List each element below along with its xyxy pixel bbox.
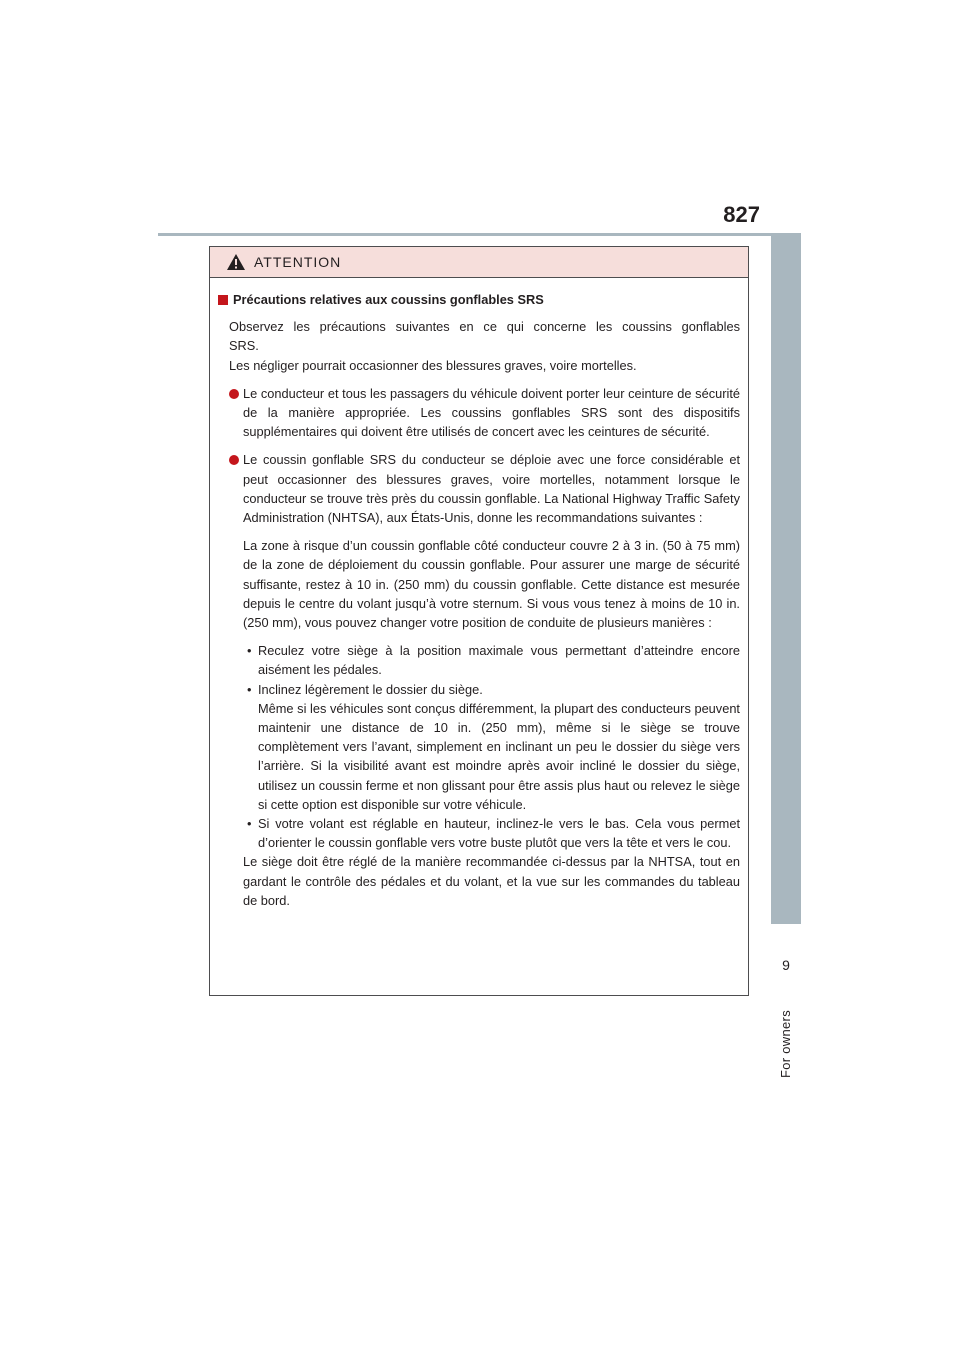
closing-text: Le siège doit être réglé de la manière recommandée ci-dessus par la NHTSA, tout en gardant le contrôle des pédales et du volant, et la vue sur les commandes du tableau de bord. [243, 854, 740, 908]
closing-paragraph [243, 852, 740, 910]
section-heading [218, 290, 740, 309]
recommendation-item [243, 641, 740, 679]
precaution-text-seatbelt: Le conducteur et tous les passagers du véhicule doivent porter leur ceinture de sécurité de la manière appropriée. Les coussins gonflables SRS sont des dispositifs supplémentaires qui doivent être utilisés de concert avec les ceintures de sécurité. [243, 385, 740, 440]
recommendation-list [243, 641, 740, 852]
recommendation-text: Si votre volant est réglable en hauteur, inclinez-le vers le bas. Cela vous permet d’orienter le coussin gonflable vers votre buste plutôt que vers la tête et vers le cou. [258, 816, 740, 851]
intro-line-1: Observez les précautions suivantes en ce qui concerne les coussins gonflables [229, 319, 740, 335]
chapter-tab-number: 9 [782, 957, 790, 973]
risk-zone-paragraph [243, 536, 740, 632]
warning-triangle-icon [226, 253, 246, 271]
caution-body [210, 278, 748, 910]
section-title: Précautions relatives aux coussins gonflables SRS [233, 292, 544, 307]
chapter-tab [771, 236, 801, 924]
page-number: 827 [723, 202, 760, 227]
intro-line-3: Les négliger pourrait occasionner des blessures graves, voire mortelles. [229, 357, 637, 373]
intro-text [229, 317, 740, 375]
bullet-mark: • [247, 816, 252, 832]
round-bullet-icon [229, 455, 239, 465]
bullet-mark: • [247, 643, 252, 659]
square-bullet-icon [218, 295, 228, 305]
header-rule [158, 233, 801, 236]
recommendation-item [243, 814, 740, 852]
chapter-tab-label: For owners [778, 1010, 793, 1079]
caution-title: ATTENTION [254, 254, 342, 270]
intro-line-2: SRS. [229, 338, 259, 354]
recommendation-title: Inclinez légèrement le dossier du siège. [258, 681, 483, 697]
precaution-item-driver-airbag [218, 450, 740, 527]
precaution-item-seatbelt [218, 384, 740, 442]
risk-zone-text: La zone à risque d’un coussin gonflable côté conducteur couvre 2 à 3 in. (50 à 75 mm) de la zone de déploiement du coussin gonflable. Pour assurer une marge de sécurité suffisante, restez à 10 in. (250 mm) du coussin gonflable. Cette distance est mesurée depuis le centre du volant jusqu’à votre sternum. Si vous vous tenez à moins de 10 in. (250 mm), vous pouvez changer votre position de conduite de plusieurs manières : [243, 538, 740, 631]
recommendation-item [243, 680, 740, 814]
caution-header [210, 247, 748, 278]
caution-box [209, 246, 749, 996]
bullet-mark: • [247, 681, 252, 697]
round-bullet-icon [229, 389, 239, 399]
precaution-text-driver-airbag: Le coussin gonflable SRS du conducteur se déploie avec une force considérable et peut occasionner des blessures graves, voire mortelles, notamment lorsque le conducteur se trouve très près du coussin gonflable. La National Highway Traffic Safety Administration (NHTSA), aux États-Unis, donne les recommandations suivantes : [243, 452, 740, 526]
recommendation-text: Reculez votre siège à la position maximale vous permettant d’atteindre encore aisément les pédales. [258, 643, 740, 678]
recommendation-text: Même si les véhicules sont conçus différemment, la plupart des conducteurs peuvent maintenir une distance de 10 in. (250 mm), même si le siège se trouve complètement vers l’avant, simplement en inclinant un peu le dossier du siège vers l’arrière. Si la visibilité avant est moindre après avoir incliné le dossier du siège, utilisez un coussin ferme et non glissant pour être assis plus haut ou relevez le siège si cette option est disponible sur votre véhicule. [258, 700, 740, 812]
